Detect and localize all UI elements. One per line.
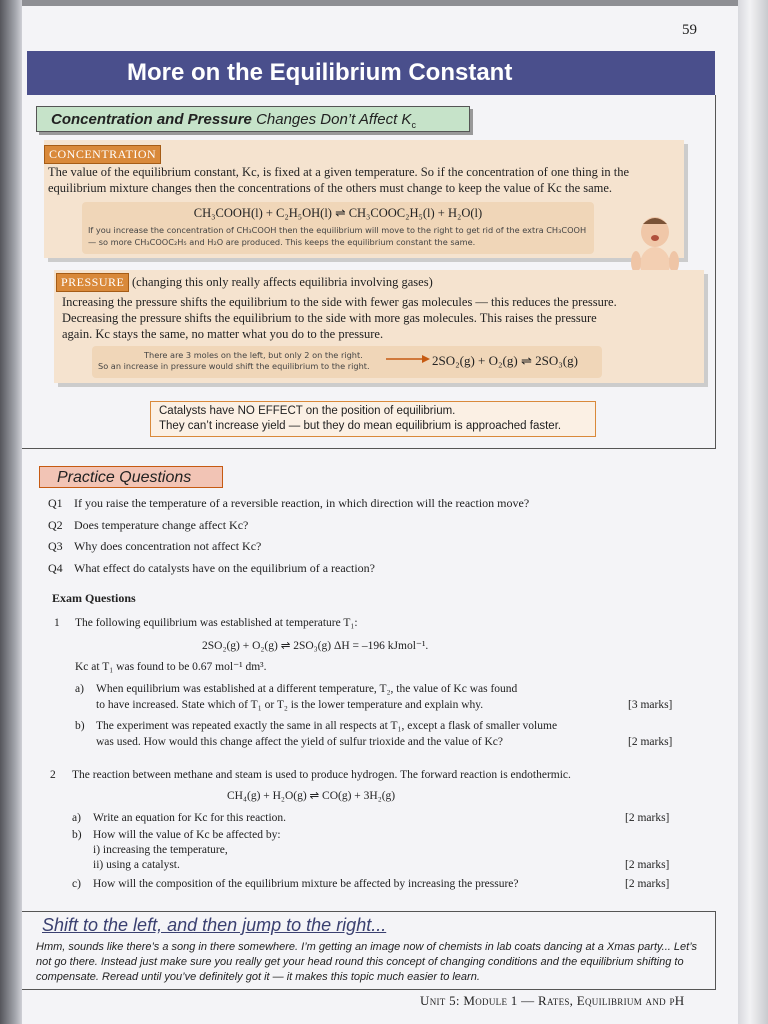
practice-question: Q1 If you raise the temperature of a reversible reaction, in which direction will the reaction move? — [48, 496, 530, 510]
concentration-tag: CONCENTRATION — [44, 145, 161, 164]
exam-q1-kc: Kc at T₁ was found to be 0.67 mol⁻¹ dm³. — [75, 661, 267, 673]
practice-questions-heading: Practice Questions — [39, 466, 223, 488]
catalyst-line1: Catalysts have NO EFFECT on the position of equilibrium. — [159, 405, 456, 417]
pressure-tag: PRESSURE — [56, 273, 129, 292]
page-edge — [738, 0, 768, 1024]
pressure-intro: (changing this only really affects equilibria involving gases) — [132, 275, 433, 289]
equation-note: If you increase the concentration of CH₃COOH then the equilibrium will move to the right to get rid of the extra CH₃COOH — so more CH₃COOC₂H₅ and H₂O are produced. This keeps the equilibrium constant the same. — [88, 225, 587, 247]
pressure-note-line1: There are 3 moles on the left, but only 2 on the right. — [144, 350, 363, 360]
exam-q2-equation: CH₄(g) + H₂O(g) ⇌ CO(g) + 3H₂(g) — [227, 790, 396, 802]
exam-q1-number: 1 — [54, 617, 60, 629]
concentration-paragraph: The value of the equilibrium constant, Kc, is fixed at a given temperature. So if the concentration of one thing in the equilibrium mixture changes then the concentrations of the others must change to keep the value of Kc the same. — [48, 165, 630, 195]
exam-q2c-label: c) — [72, 878, 81, 890]
exam-q2a-text: Write an equation for Kc for this reaction. — [93, 812, 287, 824]
pressure-note-line2: So an increase in pressure would shift the equilibrium to the right. — [98, 361, 370, 371]
book-gutter — [0, 0, 22, 1024]
marks-label: [2 marks] — [625, 878, 670, 890]
exam-q1a-line2: to have increased. State which of T₁ or T₂ is the lower temperature and explain why. — [96, 699, 484, 711]
exam-q1b-line1: The experiment was repeated exactly the same in all respects at T₁, except a flask of smaller volume — [96, 720, 558, 732]
exam-questions-heading: Exam Questions — [52, 591, 136, 605]
page-number: 59 — [682, 22, 697, 38]
practice-question: Q4 What effect do catalysts have on the equilibrium of a reaction? — [48, 561, 375, 575]
page-title: More on the Equilibrium Constant — [27, 51, 715, 95]
exam-q2c-text: How will the composition of the equilibrium mixture be affected by increasing the pressure? — [93, 878, 519, 890]
exam-q1b-label: b) — [75, 720, 85, 732]
exam-q2a-label: a) — [72, 812, 81, 824]
book-page — [22, 6, 738, 1024]
exam-q2-intro: The reaction between methane and steam is used to produce hydrogen. The forward reaction is endothermic. — [72, 769, 571, 781]
marks-label: [2 marks] — [625, 859, 670, 871]
pressure-paragraph: Increasing the pressure shifts the equilibrium to the side with fewer gas molecules — this reduces the pressure. Decreasing the pressure shifts the equilibrium to the side with more gas molecules. This raises the pressure again. Kc stays the same, no matter what you do to the pressure. — [62, 295, 617, 341]
marks-label: [2 marks] — [625, 812, 670, 824]
exam-q2b-text: How will the value of Kc be affected by: — [93, 829, 281, 841]
exam-q1a-line1: When equilibrium was established at a different temperature, T₂, the value of Kc was found — [96, 683, 518, 695]
exam-q2b-ii: ii) using a catalyst. — [93, 859, 180, 871]
marks-label: [3 marks] — [628, 699, 673, 711]
section-title-bold: Concentration and Pressure — [51, 111, 252, 128]
catalyst-line2: They can’t increase yield — but they do mean equilibrium is approached faster. — [159, 420, 562, 432]
practice-question: Q3 Why does concentration not affect Kc? — [48, 539, 262, 553]
sulfur-dioxide-equation: 2SO₂(g) + O₂(g) ⇌ 2SO₃(g) — [432, 353, 578, 368]
running-footer: Unit 5: Module 1 — Rates, Equilibrium and pH — [420, 993, 685, 1008]
exam-q2-number: 2 — [50, 769, 56, 781]
exam-q2b-i: i) increasing the temperature, — [93, 844, 228, 856]
exam-q1a-label: a) — [75, 683, 84, 695]
section-banner: Concentration and Pressure Changes Don’t Affect $K_c$ — [36, 106, 470, 132]
esterification-equation: CH₃COOH(l) + C₂H₅OH(l) ⇌ CH₃COOC₂H₅(l) + H₂O(l) — [193, 206, 483, 220]
practice-question: Q2 Does temperature change affect Kc? — [48, 518, 249, 532]
exam-q2b-label: b) — [72, 829, 82, 841]
footer-text: Hmm, sounds like there’s a song in there somewhere. I’m getting an image now of chemists in lab coats dancing at a Xmas party... Let’s not go there. Instead just make sure you really get your head round this concept of changing conditions and the equilibrium shifting to compensate. Reread until you’ve definitely got it — it makes this topic much easier to learn. — [36, 941, 697, 983]
exam-q1-intro: The following equilibrium was established at temperature T₁: — [75, 617, 358, 629]
exam-q1-equation: 2SO₂(g) + O₂(g) ⇌ 2SO₃(g) ΔH = –196 kJmol⁻¹. — [202, 640, 429, 652]
section-title-rest: Changes Don’t Affect K — [256, 111, 412, 128]
exam-q1b-line2: was used. How would this change affect the yield of sulfur trioxide and the value of Kc? — [96, 736, 503, 748]
catalyst-box — [150, 401, 596, 437]
marks-label: [2 marks] — [628, 736, 673, 748]
pressure-note — [98, 350, 398, 372]
footer-heading: Shift to the left, and then jump to the right... — [42, 915, 387, 935]
right-arrow-icon — [386, 354, 430, 364]
